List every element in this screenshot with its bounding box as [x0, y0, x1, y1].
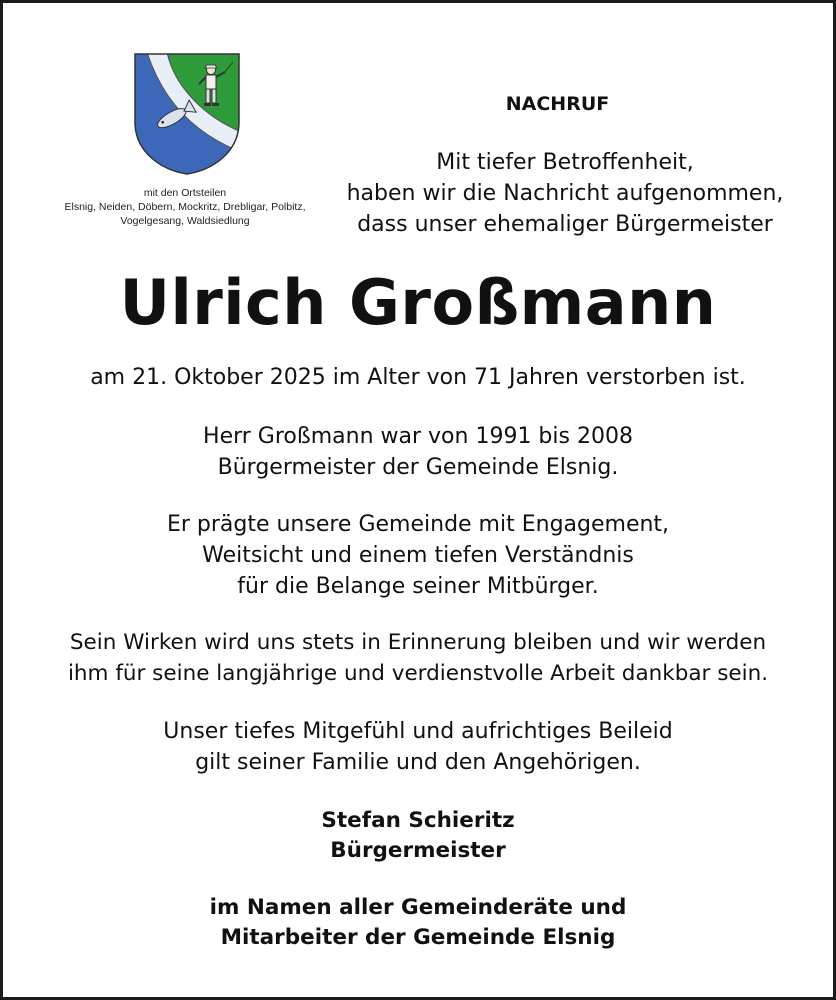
closing-block [0, 893, 836, 953]
obituary-heading: NACHRUF [505, 93, 610, 115]
paragraph-line: Bürgermeister der Gemeinde Elsnig. [217, 455, 619, 480]
closing-line: Mitarbeiter der Gemeinde Elsnig [220, 925, 616, 950]
tenure-paragraph [0, 421, 836, 483]
crest-caption-line: Vogelgesang, Waldsiedlung [120, 215, 250, 227]
condolence-paragraph [0, 716, 836, 778]
paragraph-line: Er prägte unsere Gemeinde mit Engagement, [166, 512, 670, 537]
remembrance-paragraph [0, 627, 836, 689]
signatory-title: Bürgermeister [330, 838, 506, 863]
paragraph-line: Sein Wirken wird uns stets in Erinnerung bleiben und wir werden [69, 630, 767, 655]
crest-caption-line: mit den Ortsteilen [143, 187, 227, 199]
crest-caption [40, 186, 330, 228]
intro-text [315, 147, 815, 240]
deceased-name: Ulrich Großmann [119, 266, 717, 339]
intro-line: dass unser ehemaliger Bürgermeister [357, 212, 773, 237]
tribute-paragraph [0, 509, 836, 602]
paragraph-line: Herr Großmann war von 1991 bis 2008 [203, 424, 633, 449]
paragraph-line: ihm für seine langjährige und verdienstvolle Arbeit dankbar sein. [67, 661, 769, 686]
closing-line: im Namen aller Gemeinderäte und [209, 895, 627, 920]
crest-caption-line: Elsnig, Neiden, Döbern, Mockritz, Drebligar, Polbitz, [64, 201, 306, 213]
paragraph-line: Unser tiefes Mitgefühl und aufrichtiges Beileid [163, 719, 673, 744]
intro-line: Mit tiefer Betroffenheit, [436, 150, 694, 175]
paragraph-line: für die Belange seiner Mitbürger. [237, 574, 599, 599]
intro-line: haben wir die Nachricht aufgenommen, [346, 181, 784, 206]
signature-block [0, 806, 836, 866]
paragraph-line: Weitsicht und einem tiefen Verständnis [202, 543, 634, 568]
paragraph-line: gilt seiner Familie und den Angehörigen. [195, 750, 641, 775]
coat-of-arms [133, 52, 241, 176]
death-line: am 21. Oktober 2025 im Alter von 71 Jahren verstorben ist. [90, 365, 746, 390]
coat-of-arms-icon [133, 52, 241, 176]
signatory-name: Stefan Schieritz [321, 808, 515, 833]
